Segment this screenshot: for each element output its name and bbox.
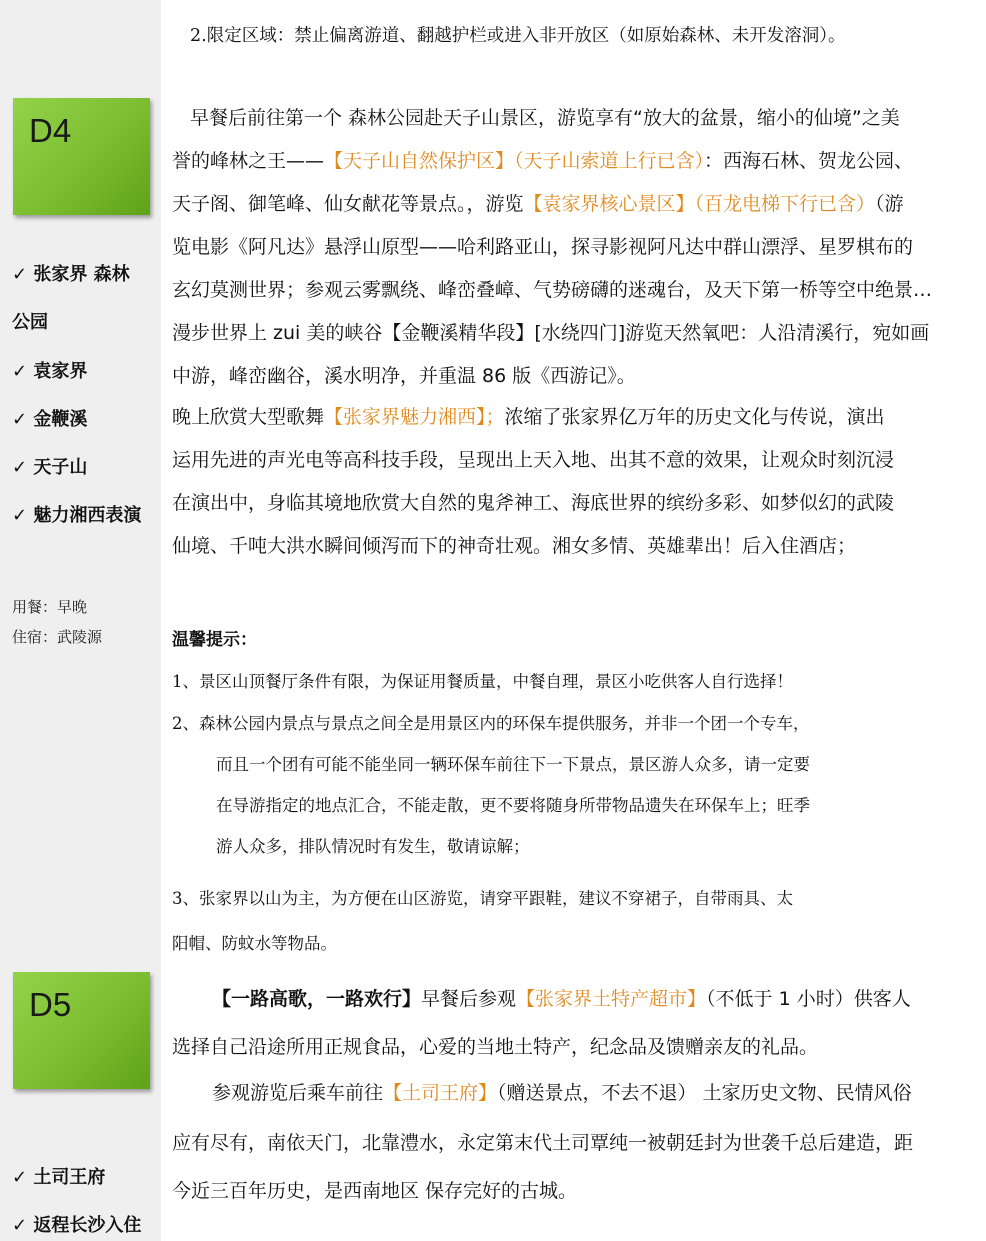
day-badge-d4	[13, 98, 150, 215]
d5-para2-line: 今近三百年历史，是西南地区 保存完好的古城。	[172, 1180, 578, 1202]
d4-para1-line: 早餐后前往第一个 森林公园赴天子山景区，游览享有“放大的盆景，缩小的仙境”之美	[190, 107, 900, 129]
tip-line: 1、景区山顶餐厅条件有限，为保证用餐质量，中餐自理，景区小吃供客人自行选择！	[172, 672, 793, 691]
sidebar-item: ✓ 天子山	[12, 457, 88, 478]
highlight-meili-xiangxi: 【张家界魅力湘西】；	[324, 406, 505, 428]
lodging-note: 住宿：武陵源	[12, 628, 103, 646]
d4-para2-line: 运用先进的声光电等高科技手段，呈现出上天入地、出其不意的效果，让观众时刻沉浸	[172, 449, 895, 471]
day-badge-d5	[13, 972, 150, 1089]
d4-para1-line: 中游，峰峦幽谷，溪水明净，并重温 86 版《西游记》。	[172, 365, 636, 387]
highlight-tusi-palace: 【土司王府】	[383, 1082, 498, 1104]
highlight-tianzishan: 【天子山自然保护区】（天子山索道上行已含）	[324, 150, 705, 172]
restricted-area-rule: 2.限定区域：禁止偏离游道、翻越护栏或进入非开放区（如原始森林、未开发溶洞）。	[190, 26, 846, 46]
meals-note: 用餐：早晚	[12, 598, 88, 616]
sidebar	[0, 0, 161, 1241]
highlight-specialty-store: 【张家界土特产超市】	[516, 988, 707, 1010]
d4-para1-line: 誉的峰林之王——【天子山自然保护区】（天子山索道上行已含）：西海石林、贺龙公园、	[172, 150, 914, 172]
sidebar-item: ✓ 金鞭溪	[12, 409, 88, 430]
tip-line: 而且一个团有可能不能坐同一辆环保车前往下一下景点，景区游人众多，请一定要	[216, 755, 810, 774]
sidebar-item: ✓ 魅力湘西表演	[12, 505, 142, 526]
d4-para2-line: 仙境、千吨大洪水瞬间倾泻而下的神奇壮观。湘女多情、英雄辈出！后入住酒店；	[172, 535, 857, 557]
sidebar-item: ✓ 张家界 森林	[12, 264, 130, 285]
d5-para1-line: 选择自己沿途所用正规食品，心爱的当地土特产，纪念品及馈赠亲友的礼品。	[172, 1036, 819, 1058]
highlight-yuanjiajie: 【袁家界核心景区】（百龙电梯下行已含）	[523, 193, 876, 215]
d4-para1-line: 览电影《阿凡达》悬浮山原型——哈利路亚山，探寻影视阿凡达中群山漂浮、星罗棋布的	[172, 236, 914, 258]
d4-para1-line: 玄幻莫测世界；参观云雾飘绕、峰峦叠嶂、气势磅礴的迷魂台，及天下第一桥等空中绝景…	[172, 279, 933, 301]
d5-para1-line: 【一路高歌，一路欢行】早餐后参观【张家界土特产超市】（不低于 1 小时）供客人	[212, 988, 911, 1010]
d4-para1-line: 天子阁、御笔峰、仙女献花等景点。，游览【袁家界核心景区】（百龙电梯下行已含）（游	[172, 193, 904, 215]
sidebar-item: ✓ 土司王府	[12, 1167, 106, 1188]
tip-line: 3、张家界以山为主，为方便在山区游览，请穿平跟鞋，建议不穿裙子，自带雨具、太	[172, 889, 793, 908]
tip-line: 阳帽、防蚊水等物品。	[172, 934, 337, 953]
sidebar-item: ✓ 返程长沙入住	[12, 1215, 142, 1236]
tips-title: 温馨提示：	[172, 630, 257, 650]
d4-para1-line: 漫步世界上 zui 美的峡谷【金鞭溪精华段】[水绕四门]游览天然氧吧：人沿清溪行，宛如画	[172, 322, 930, 344]
d4-para2-line: 晚上欣赏大型歌舞【张家界魅力湘西】；浓缩了张家界亿万年的历史文化与传说，演出	[172, 406, 885, 428]
d5-para2-line: 应有尽有，南依天门，北靠澧水，永定第末代土司覃纯一被朝廷封为世袭千总后建造，距	[172, 1132, 914, 1154]
sidebar-item: 公园	[12, 312, 48, 333]
sidebar-item: ✓ 袁家界	[12, 361, 88, 382]
d5-para2-line: 参观游览后乘车前往【土司王府】（赠送景点，不去不退） 土家历史文物、民情风俗	[212, 1082, 912, 1104]
tip-line: 2、森林公园内景点与景点之间全是用景区内的环保车提供服务，并非一个团一个专车，	[172, 714, 810, 733]
tip-line: 在导游指定的地点汇合，不能走散，更不要将随身所带物品遗失在环保车上；旺季	[216, 796, 810, 815]
d4-para2-line: 在演出中，身临其境地欣赏大自然的鬼斧神工、海底世界的缤纷多彩、如梦似幻的武陵	[172, 492, 895, 514]
day-badge-label: D5	[29, 986, 72, 1023]
day-badge-label: D4	[29, 112, 72, 149]
tip-line: 游人众多，排队情况时有发生，敬请谅解；	[216, 837, 530, 856]
